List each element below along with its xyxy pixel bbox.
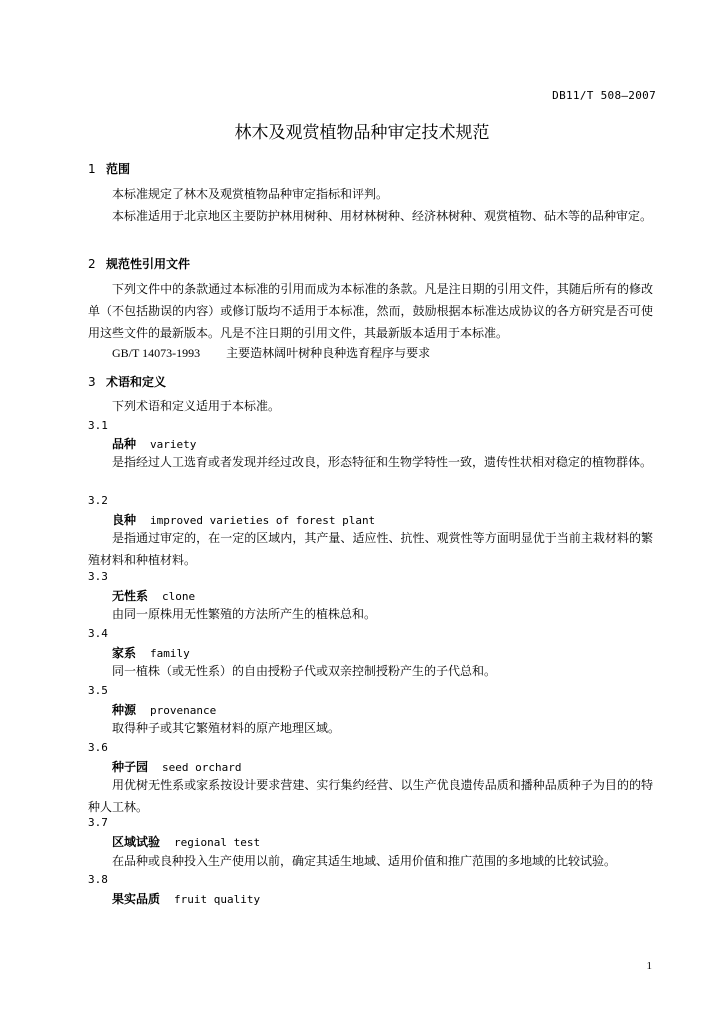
section-3-heading [88,373,166,390]
section-title: 规范性引用文件 [106,257,191,271]
section-title: 术语和定义 [106,375,167,389]
term-en: seed orchard [162,761,242,774]
term-number: 3.4 [88,627,108,640]
term-number: 3.6 [88,741,108,754]
reference-title: 主要造林阔叶树种良种选育程序与要求 [226,346,431,360]
term-definition: 由同一原株用无性繁殖的方法所产生的植株总和。 [112,607,377,621]
term-en: variety [150,438,197,451]
term-cn: 无性系 [112,589,149,603]
term-heading [112,644,190,661]
section-1-para-1: 本标准规定了林木及观赏植物品种审定指标和评判。 [112,187,389,201]
term-cn: 家系 [112,646,137,660]
term-en: clone [162,590,196,603]
term-en: fruit quality [174,893,261,906]
term-heading [112,511,375,528]
term-number: 3.1 [88,419,108,432]
term-cn: 区域试验 [112,835,161,849]
page-number: 1 [646,960,652,972]
reference-code: GB/T 14073-1993 [112,346,201,360]
term-cn: 种源 [112,703,137,717]
term-heading [112,890,260,907]
term-heading [112,833,260,850]
term-cn: 良种 [112,513,137,527]
term-en: provenance [150,704,217,717]
section-2-para-1: 下列文件中的条款通过本标准的引用而成为本标准的条款。凡是注日期的引用文件，其随后所有的修改单（不包括勘误的内容）或修订版均不适用于本标准，然而，鼓励根据本标准达成协议的各方研究是否可使用这些文件的最新版本。凡是不注日期的引用文件，其最新版本适用于本标准。 [88,282,653,340]
section-title: 范围 [106,162,131,176]
term-definition: 用优树无性系或家系按设计要求营建、实行集约经营、以生产优良遗传品质和播种品质种子为目的的特种人工林。 [88,778,653,814]
section-2-heading [88,255,190,272]
term-en: improved varieties of forest plant [150,514,376,527]
normative-reference [112,344,430,361]
term-number: 3.2 [88,494,108,507]
term-number: 3.7 [88,816,108,829]
term-heading [112,758,242,775]
term-cn: 品种 [112,437,137,451]
section-1-para-2: 本标准适用于北京地区主要防护林用树种、用材林树种、经济林树种、观赏植物、砧木等的品种审定。 [112,209,653,223]
term-definition: 同一植株（或无性系）的自由授粉子代或双亲控制授粉产生的子代总和。 [112,664,497,678]
term-number: 3.8 [88,873,108,886]
term-heading [112,587,195,604]
term-heading [112,701,216,718]
term-cn: 果实品质 [112,892,161,906]
term-number: 3.5 [88,684,108,697]
term-cn: 种子园 [112,760,149,774]
section-3-para-1: 下列术语和定义适用于本标准。 [112,399,281,413]
section-number: 1 [88,162,96,176]
term-heading [112,435,196,452]
term-en: regional test [174,836,261,849]
section-number: 2 [88,257,96,271]
standard-id: DB11/T 508—2007 [552,89,656,102]
term-en: family [150,647,190,660]
term-definition: 是指经过人工选育或者发现并经过改良，形态特征和生物学特性一致，遗传性状相对稳定的植物群体。 [112,455,653,469]
section-1-heading [88,160,130,177]
term-number: 3.3 [88,570,108,583]
term-definition: 在品种或良种投入生产使用以前，确定其适生地域、适用价值和推广范围的多地域的比较试验。 [112,854,617,868]
term-definition: 是指通过审定的，在一定的区域内，其产量、适应性、抗性、观赏性等方面明显优于当前主栽材料的繁殖材料和种植材料。 [88,531,653,567]
term-definition: 取得种子或其它繁殖材料的原产地理区域。 [112,721,341,735]
page-title: 林木及观赏植物品种审定技术规范 [234,123,490,143]
section-number: 3 [88,375,96,389]
